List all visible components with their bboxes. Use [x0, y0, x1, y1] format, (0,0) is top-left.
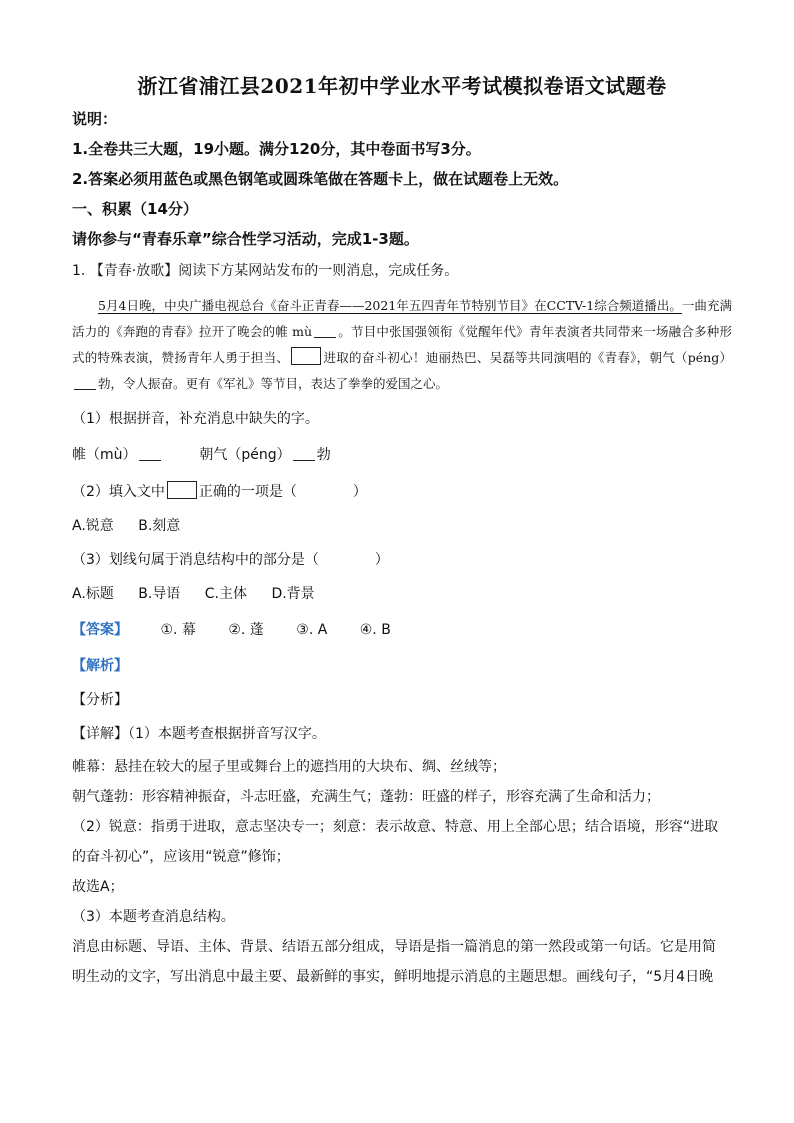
- instructions-label: 说明：: [72, 110, 118, 128]
- instruction-item-1: 1.全卷共三大题，19小题。满分120分，其中卷面书写3分。: [72, 140, 481, 158]
- question-1-stem: 1. 【青春·放歌】阅读下方某网站发布的一则消息，完成任务。: [72, 263, 459, 279]
- blank-mu-label: 帷（mù）: [72, 447, 137, 463]
- sub-question-3-options: [72, 584, 732, 604]
- answer-row: [72, 620, 732, 640]
- analysis-para-3a: （2）锐意：指勇于进取，意志坚决专一；刻意：表示故意、特意、用上全部心思；结合语境，形容“进取: [72, 819, 719, 835]
- analysis-para-4: 故选A；: [72, 879, 124, 895]
- page-title: 浙江省浦江县2021年初中学业水平考试模拟卷语文试题卷: [137, 74, 667, 98]
- sub-question-2-options: [72, 516, 732, 536]
- section-intro: 请你参与“青春乐章”综合性学习活动，完成1-3题。: [72, 230, 419, 248]
- news-text-2: 一曲充满活力的《奔跑的青春》拉开了晚会的帷 mù: [72, 298, 732, 339]
- news-text-5: 勃，令人振奋。更有《军礼》等节目，表达了拳拳的爱国之心。: [98, 376, 449, 391]
- option-a: A.标题: [72, 586, 114, 602]
- instruction-item-2: 2.答案必须用蓝色或黑色钢笔或圆珠笔做在答题卡上，做在试题卷上无效。: [72, 170, 569, 188]
- answer-item-3: ③. A: [296, 622, 328, 638]
- answer-item-4: ④. B: [359, 622, 391, 638]
- sub-question-1-blanks: [72, 445, 732, 465]
- sub-question-1: （1）根据拼音，补充消息中缺失的字。: [72, 411, 319, 427]
- analysis-body: [72, 752, 732, 992]
- analysis-para-5: （3）本题考查消息结构。: [72, 909, 235, 925]
- news-blank-peng: [74, 375, 96, 390]
- fenxi-label: 【分析】: [72, 692, 128, 708]
- news-text-4: 进取的奋斗初心！迪丽热巴、吴磊等共同演唱的《青春》，朝气（péng）: [323, 350, 732, 365]
- sub-question-3: （3）划线句属于消息结构中的部分是（ ）: [72, 552, 389, 568]
- option-d: D.背景: [271, 586, 315, 602]
- exam-page: [72, 70, 732, 992]
- sub-question-2-box: [167, 481, 197, 499]
- news-passage: [72, 293, 732, 397]
- detail-line: 【详解】（1）本题考查根据拼音写汉字。: [72, 726, 326, 742]
- analysis-label: 【解析】: [72, 658, 128, 674]
- section-heading: 一、积累（14分）: [72, 200, 198, 218]
- answer-item-2: ②. 蓬: [228, 622, 264, 638]
- option-a: A.锐意: [72, 518, 114, 534]
- sub-question-2: （2）填入文中 正确的一项是（ ）: [72, 481, 732, 502]
- blank-peng-tail: 勃: [316, 447, 331, 463]
- news-blank-mu: [314, 323, 336, 338]
- answer-label: 【答案】: [72, 622, 128, 638]
- analysis-para-1: 帷幕：悬挂在较大的屋子里或舞台上的遮挡用的大块布、绸、丝绒等；: [72, 759, 506, 775]
- option-b: B.刻意: [138, 518, 181, 534]
- news-underlined-sentence: 5月4日晚，中央广播电视总台《奋斗正青春——2021年五四青年节特别节目》在CCTV-1综合频道播出。: [98, 298, 682, 313]
- news-text-3: 。节目中张国强领衔《觉醒年代》青年表演者共同带来一场融合多种形式的特殊表演，赞扬青年人勇于担当、: [72, 324, 732, 365]
- analysis-para-2: 朝气蓬勃：形容精神振奋，斗志旺盛，充满生气；蓬勃：旺盛的样子，形容充满了生命和活力；: [72, 789, 660, 805]
- news-box-blank: [291, 347, 321, 365]
- analysis-para-6b: 明生动的文字，写出消息中最主要、最新鲜的事实，鲜明地提示消息的主题思想。画线句子，“5月4日晚: [72, 969, 714, 985]
- option-b: B.导语: [138, 586, 181, 602]
- blank-peng-line: [293, 446, 315, 461]
- answer-item-1: ①. 幕: [160, 622, 196, 638]
- blank-peng-label: 朝气（péng）: [199, 447, 291, 463]
- analysis-para-3b: 的奋斗初心”，应该用“锐意”修饰；: [72, 849, 290, 865]
- blank-mu-line: [139, 446, 161, 461]
- analysis-para-6a: 消息由标题、导语、主体、背景、结语五部分组成，导语是指一篇消息的第一然段或第一句话。它是用简: [72, 939, 716, 955]
- option-c: C.主体: [204, 586, 247, 602]
